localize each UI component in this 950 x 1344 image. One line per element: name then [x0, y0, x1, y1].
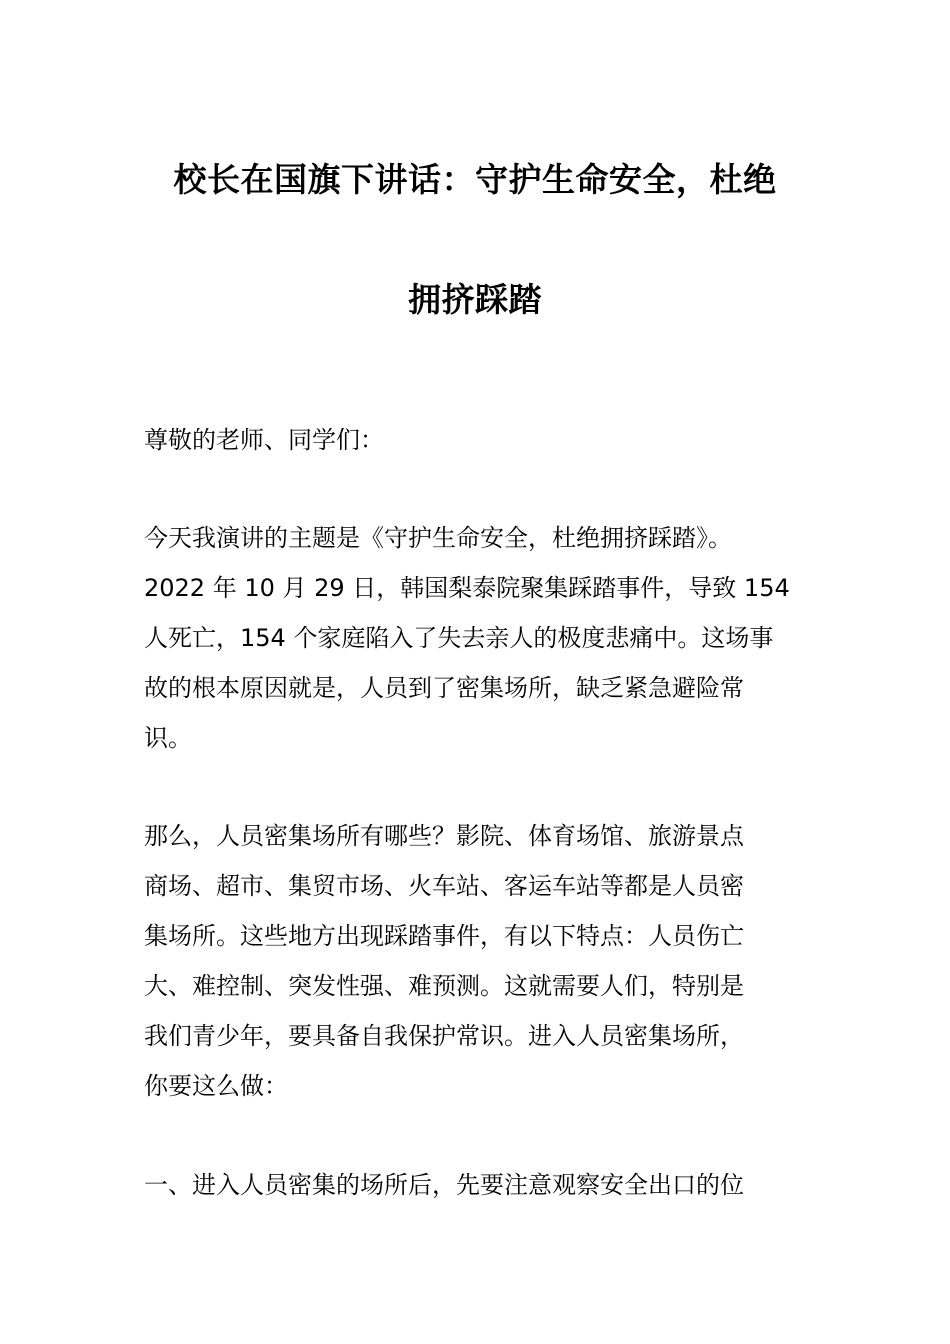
paragraph-2-line-3: 集场所。这些地方出现踩踏事件，有以下特点：人员伤亡 [144, 922, 744, 950]
paragraph-1-line-3: 人死亡，154 个家庭陷入了失去亲人的极度悲痛中。这场事 [144, 624, 774, 652]
greeting: 尊敬的老师、同学们： [144, 426, 384, 454]
document-title-line-2: 拥挤踩踏 [408, 280, 542, 319]
paragraph-1-line-2: 2022 年 10 月 29 日，韩国梨泰院聚集踩踏事件，导致 154 [144, 574, 790, 602]
paragraph-2-line-1: 那么，人员密集场所有哪些？影院、体育场馆、旅游景点 [144, 822, 744, 850]
paragraph-1-line-4: 故的根本原因就是，人员到了密集场所，缺乏紧急避险常 [144, 674, 744, 702]
paragraph-3-line-1: 一、进入人员密集的场所后，先要注意观察安全出口的位 [144, 1171, 744, 1199]
paragraph-2-line-5: 我们青少年，要具备自我保护常识。进入人员密集场所， [144, 1022, 744, 1050]
paragraph-2-line-6: 你要这么做： [144, 1072, 288, 1100]
paragraph-1-line-5: 识。 [144, 724, 192, 752]
document-title-line-1: 校长在国旗下讲话：守护生命安全，杜绝 [173, 160, 777, 199]
paragraph-2-line-4: 大、难控制、突发性强、难预测。这就需要人们，特别是 [144, 972, 744, 1000]
paragraph-2-line-2: 商场、超市、集贸市场、火车站、客运车站等都是人员密 [144, 872, 744, 900]
paragraph-1-line-1: 今天我演讲的主题是《守护生命安全，杜绝拥挤踩踏》。 [144, 524, 732, 552]
